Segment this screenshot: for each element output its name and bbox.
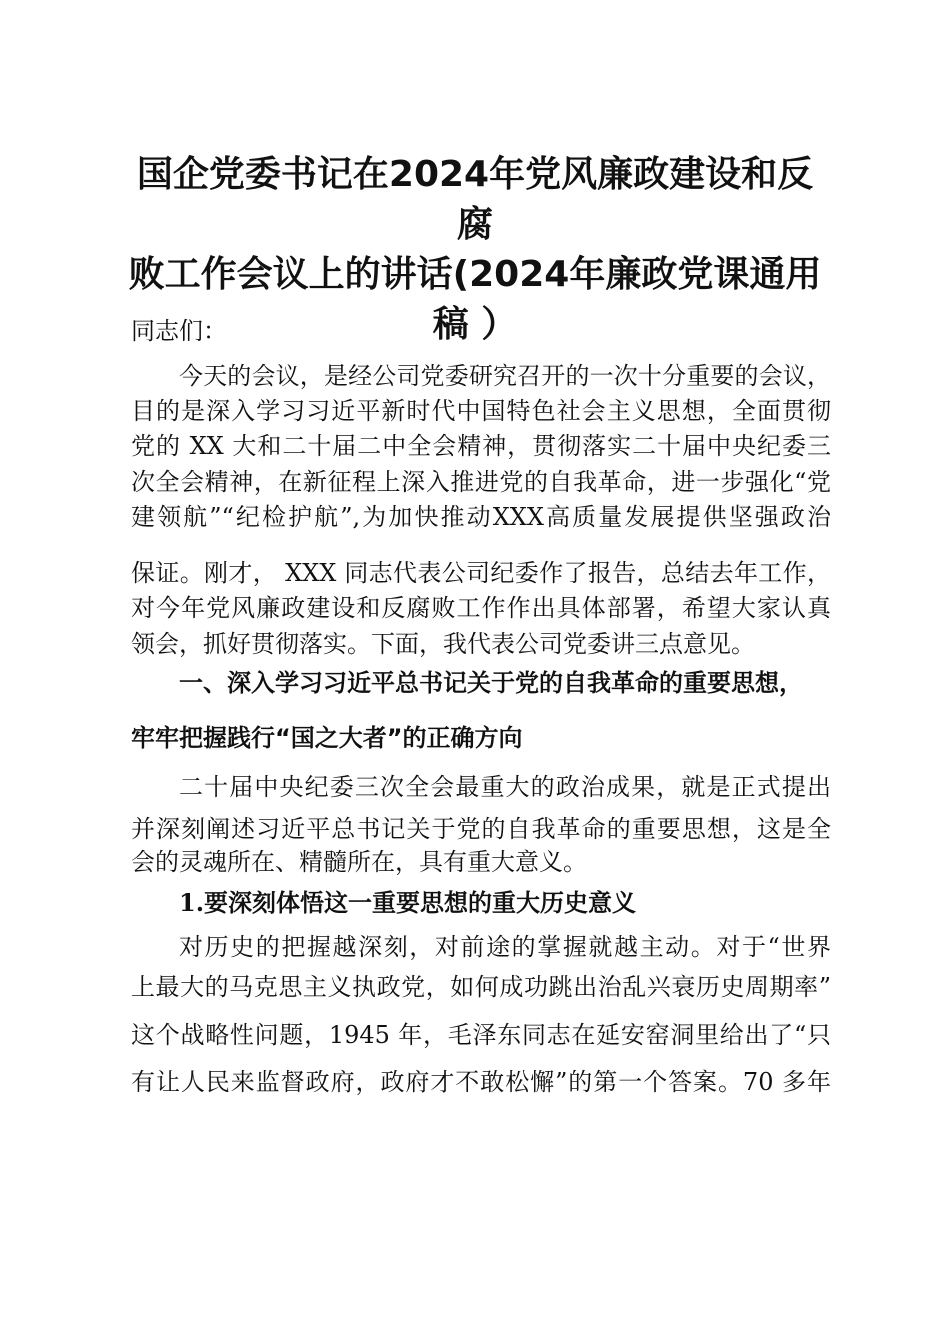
paragraph1-line: 目的是深入学习习近平新时代中国特色社会主义思想，全面贯彻	[131, 397, 831, 425]
paragraph1-line: 领会，抓好贯彻落实。下面，我代表公司党委讲三点意见。	[131, 630, 755, 658]
section-heading-line: 一、深入学习习近平总书记关于党的自我革命的重要思想，	[179, 669, 803, 697]
paragraph1-line: 对今年党风廉政建设和反腐败工作作出具体部署，希望大家认真	[131, 594, 831, 622]
paragraph2-line: 并深刻阐述习近平总书记关于党的自我革命的重要思想，这是全	[131, 815, 831, 843]
paragraph1-line: 今天的会议，是经公司党委研究召开的一次十分重要的会议，	[179, 362, 831, 390]
paragraph1-line: 建领航”“纪检护航”,为加快推动XXX高质量发展提供坚强政治	[131, 503, 831, 531]
title-line-3: 稿 ）	[432, 304, 518, 345]
paragraph3-line: 有让人民来监督政府，政府才不敢松懈”的第一个答案。70 多年	[131, 1068, 831, 1096]
paragraph2-line: 二十届中央纪委三次全会最重大的政治成果，就是正式提出	[179, 773, 831, 801]
paragraph3-line: 这个战略性问题，1945 年，毛泽东同志在延安窑洞里给出了“只	[131, 1021, 831, 1049]
paragraph2-line: 会的灵魂所在、精髓所在，具有重大意义。	[131, 848, 587, 876]
section-heading-line: 牢牢把握践行“国之大者”的正确方向	[131, 724, 523, 752]
paragraph3-line: 对历史的把握越深刻，对前途的掌握就越主动。对于“世界	[179, 933, 831, 961]
subsection-heading: 1.要深刻体悟这一重要思想的重大历史意义	[179, 888, 637, 917]
paragraph3-line: 上最大的马克思主义执政党，如何成功跳出治乱兴衰历史周期率”	[131, 973, 831, 1001]
paragraph1-line: 保证。刚才， XXX 同志代表公司纪委作了报告，总结去年工作，	[131, 559, 831, 587]
salutation: 同志们：	[131, 317, 227, 345]
paragraph1-line: 次全会精神，在新征程上深入推进党的自我革命，进一步强化“党	[131, 468, 831, 496]
title-line-1: 国企党委书记在2024年党风廉政建设和反腐	[136, 154, 814, 245]
paragraph1-line: 党的 XX 大和二十届二中全会精神，贯彻落实二十届中央纪委三	[131, 432, 831, 460]
title-line-2: 败工作会议上的讲话(2024年廉政党课通用	[128, 254, 822, 295]
